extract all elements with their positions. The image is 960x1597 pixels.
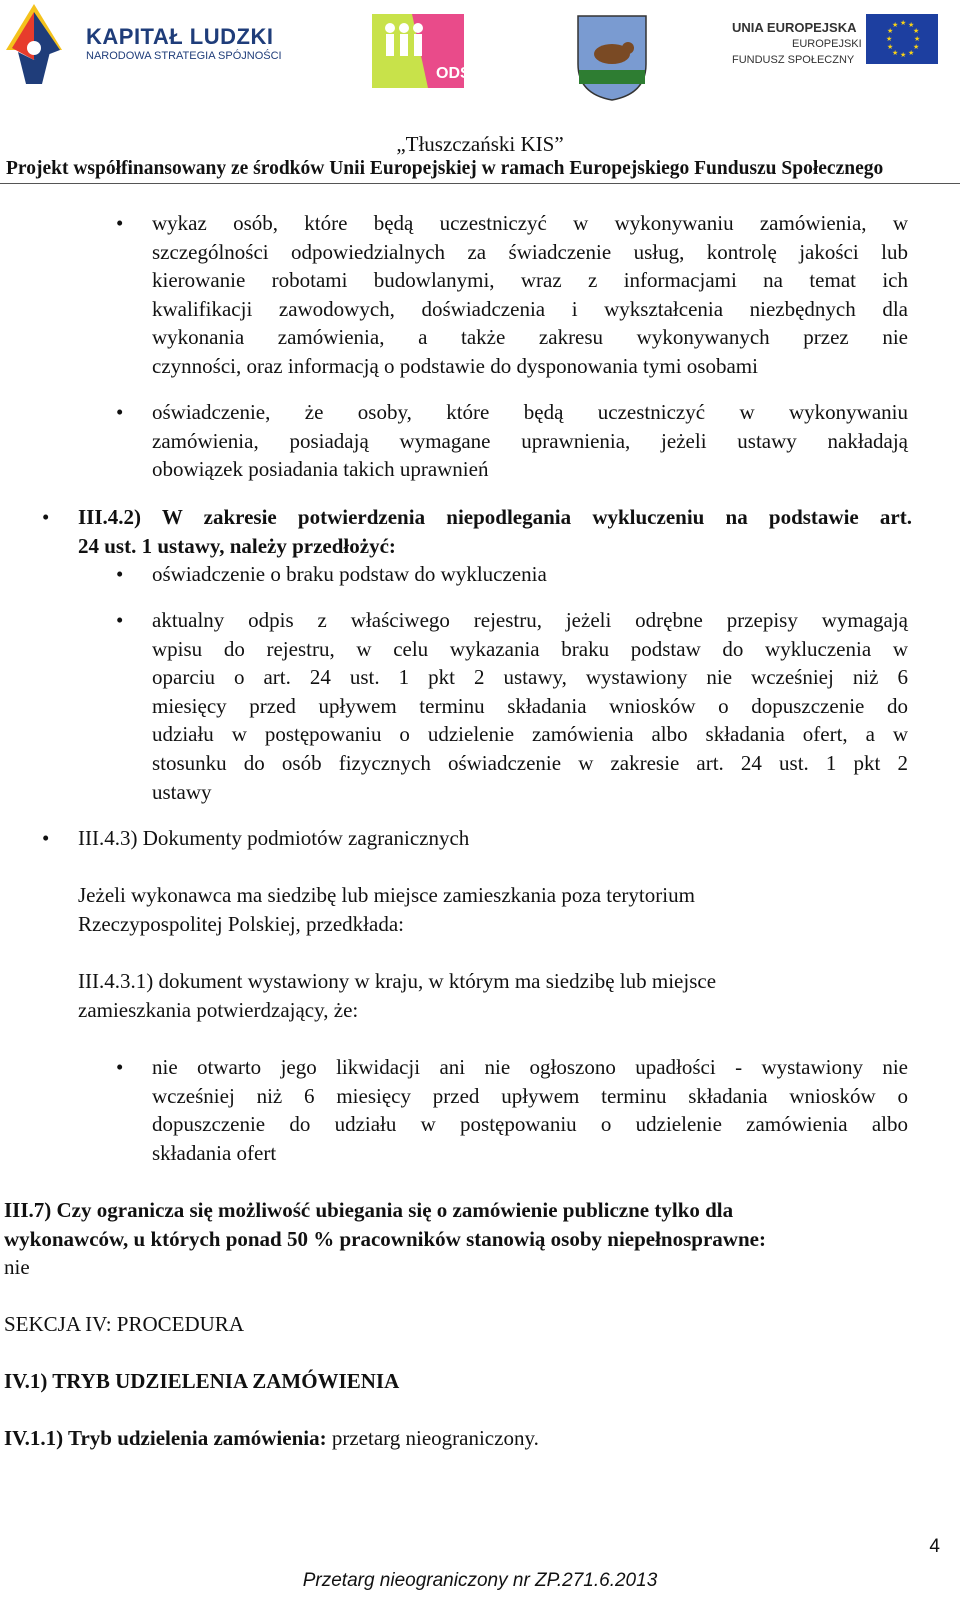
section-iv-1-1-label: IV.1.1) Tryb udzielenia zamówienia: bbox=[4, 1426, 327, 1450]
list-item-no-liquidation bbox=[152, 1053, 908, 1167]
bullet-icon: • bbox=[116, 1055, 124, 1079]
ue-logo-line2: EUROPEJSKI bbox=[792, 38, 862, 50]
text-line: nie otwarto jego likwidacji ani nie ogłoszono upadłości - wystawiony nie bbox=[152, 1055, 908, 1079]
text-line: obowiązek posiadania takich uprawnień bbox=[152, 457, 489, 482]
list-item-qualifications bbox=[152, 398, 908, 484]
project-title: „Tłuszczański KIS” bbox=[396, 132, 564, 156]
header-divider bbox=[0, 183, 960, 184]
section-iii-7 bbox=[4, 1196, 908, 1282]
bullet-icon: • bbox=[42, 826, 50, 850]
text-line: miesięcy przed upływem terminu składania wniosków o dopuszczenie do bbox=[152, 693, 908, 718]
list-item-personnel bbox=[152, 209, 908, 381]
page-number: 4 bbox=[929, 1536, 940, 1557]
ue-logo-line3: FUNDUSZ SPOŁECZNY bbox=[732, 54, 855, 66]
kapital-ludzki-title: KAPITAŁ LUDZKI bbox=[86, 24, 274, 49]
text-line: Jeżeli wykonawca ma siedzibę lub miejsce zamieszkania poza terytorium bbox=[78, 883, 695, 907]
text-line: stosunku do osób fizycznych oświadczenie w zakresie art. 24 ust. 1 pkt 2 bbox=[152, 750, 908, 775]
bullet-icon: • bbox=[116, 400, 124, 424]
text-line: składania ofert bbox=[152, 1140, 277, 1165]
text-line: czynności, oraz informacją o podstawie do dysponowania tymi osobami bbox=[152, 353, 758, 378]
text-line: Rzeczypospolitej Polskiej, przedkłada: bbox=[78, 911, 404, 936]
text-line: ustawy bbox=[152, 779, 212, 804]
svg-text:★: ★ bbox=[892, 21, 899, 29]
svg-text:★: ★ bbox=[914, 35, 921, 43]
bullet-icon: • bbox=[116, 608, 124, 632]
text-line: udziału w postępowaniu o udzielenie zamówienia albo składania ofert, a w bbox=[152, 722, 908, 747]
text-line: zamieszkania potwierdzający, że: bbox=[78, 997, 359, 1022]
text-line: zamówienia, posiadają wymagane uprawnienia, jeżeli ustawy nakładają bbox=[152, 428, 908, 453]
bullet-icon: • bbox=[42, 505, 50, 529]
svg-text:★: ★ bbox=[892, 49, 899, 57]
text-line: 24 ust. 1 ustawy, należy przedłożyć: bbox=[78, 533, 396, 558]
kapital-ludzki-subtitle: NARODOWA STRATEGIA SPÓJNOŚCI bbox=[86, 50, 282, 62]
list-item-registry-extract bbox=[152, 606, 908, 806]
tluszcz-crest bbox=[576, 14, 648, 102]
svg-text:★: ★ bbox=[900, 51, 907, 59]
bullet-icon: • bbox=[116, 211, 124, 235]
project-subtitle: Projekt współfinansowany ze środków Unii Europejskiej w ramach Europejskiego Funduszu Społecznego bbox=[6, 158, 884, 179]
text-line: III.4.3.1) dokument wystawiony w kraju, w którym ma siedzibę lub miejsce bbox=[78, 969, 717, 993]
svg-text:★: ★ bbox=[913, 43, 920, 51]
list-item-no-exclusion: oświadczenie o braku podstaw do wykluczenia bbox=[152, 562, 547, 586]
text-line: dopuszczenie do udziału w postępowaniu o udzielenie zamówienia albo bbox=[152, 1112, 908, 1137]
section-iv-heading: SEKCJA IV: PROCEDURA bbox=[4, 1312, 244, 1336]
text-line: wykaz osób, które będą uczestniczyć w wykonywaniu zamówienia, w bbox=[152, 211, 908, 235]
text-line: III.7) Czy ogranicza się możliwość ubiegania się o zamówienie publiczne tylko dla bbox=[4, 1198, 734, 1222]
eu-flag-icon bbox=[866, 14, 938, 64]
svg-text:★: ★ bbox=[900, 19, 907, 27]
section-iii-7-answer: nie bbox=[4, 1255, 30, 1280]
ods-logo-text: ODS bbox=[436, 65, 471, 82]
text-line: III.4.2) W zakresie potwierdzenia niepodlegania wykluczeniu na podstawie art. bbox=[78, 505, 912, 529]
section-heading-iii-4-3: III.4.3) Dokumenty podmiotów zagranicznych bbox=[78, 826, 470, 850]
bullet-icon: • bbox=[116, 562, 124, 586]
svg-text:★: ★ bbox=[913, 27, 920, 35]
text-line: wcześniej niż 6 miesięcy przed upływem terminu składania wniosków o bbox=[152, 1083, 908, 1108]
text-line: kwalifikacji zawodowych, doświadczenia i wykształcenia niezbędnych dla bbox=[152, 296, 908, 321]
text-line: aktualny odpis z właściwego rejestru, jeżeli odrębne przepisy wymagają bbox=[152, 608, 908, 632]
section-iv-1-1-value: przetarg nieograniczony. bbox=[326, 1426, 539, 1450]
paragraph-iii-4-3-1 bbox=[78, 967, 912, 1024]
svg-text:★: ★ bbox=[908, 49, 915, 57]
section-iv-1-heading: IV.1) TRYB UDZIELENIA ZAMÓWIENIA bbox=[4, 1369, 400, 1393]
section-iv-1-1 bbox=[4, 1424, 539, 1453]
footer-text: Przetarg nieograniczony nr ZP.271.6.2013 bbox=[302, 1570, 658, 1591]
kapital-ludzki-logo bbox=[4, 0, 64, 90]
svg-text:★: ★ bbox=[887, 43, 894, 51]
ue-logo-line1: UNIA EUROPEJSKA bbox=[732, 20, 857, 35]
svg-text:★: ★ bbox=[886, 35, 893, 43]
svg-text:★: ★ bbox=[887, 27, 894, 35]
section-heading-iii-4-2 bbox=[78, 503, 912, 560]
ods-logo bbox=[372, 14, 471, 88]
paragraph-foreign-contractor bbox=[78, 881, 912, 938]
text-line: oświadczenie, że osoby, które będą uczestniczyć w wykonywaniu bbox=[152, 400, 908, 424]
text-line: szczególności odpowiedzialnych za świadczenie usług, kontrolę jakości lub bbox=[152, 239, 908, 264]
text-line: wykonania zamówienia, a także zakresu wykonywanych przez nie bbox=[152, 325, 908, 350]
text-line: oparciu o art. 24 ust. 1 pkt 2 ustawy, wystawiony nie wcześniej niż 6 bbox=[152, 665, 908, 690]
svg-text:★: ★ bbox=[908, 21, 915, 29]
text-line: kierowanie robotami budowlanymi, wraz z informacjami na temat ich bbox=[152, 268, 908, 293]
text-line: wpisu do rejestru, w celu wykazania braku podstaw do wykluczenia w bbox=[152, 636, 908, 661]
text-line: wykonawców, u których ponad 50 % pracowników stanowią osoby niepełnosprawne: bbox=[4, 1226, 766, 1251]
